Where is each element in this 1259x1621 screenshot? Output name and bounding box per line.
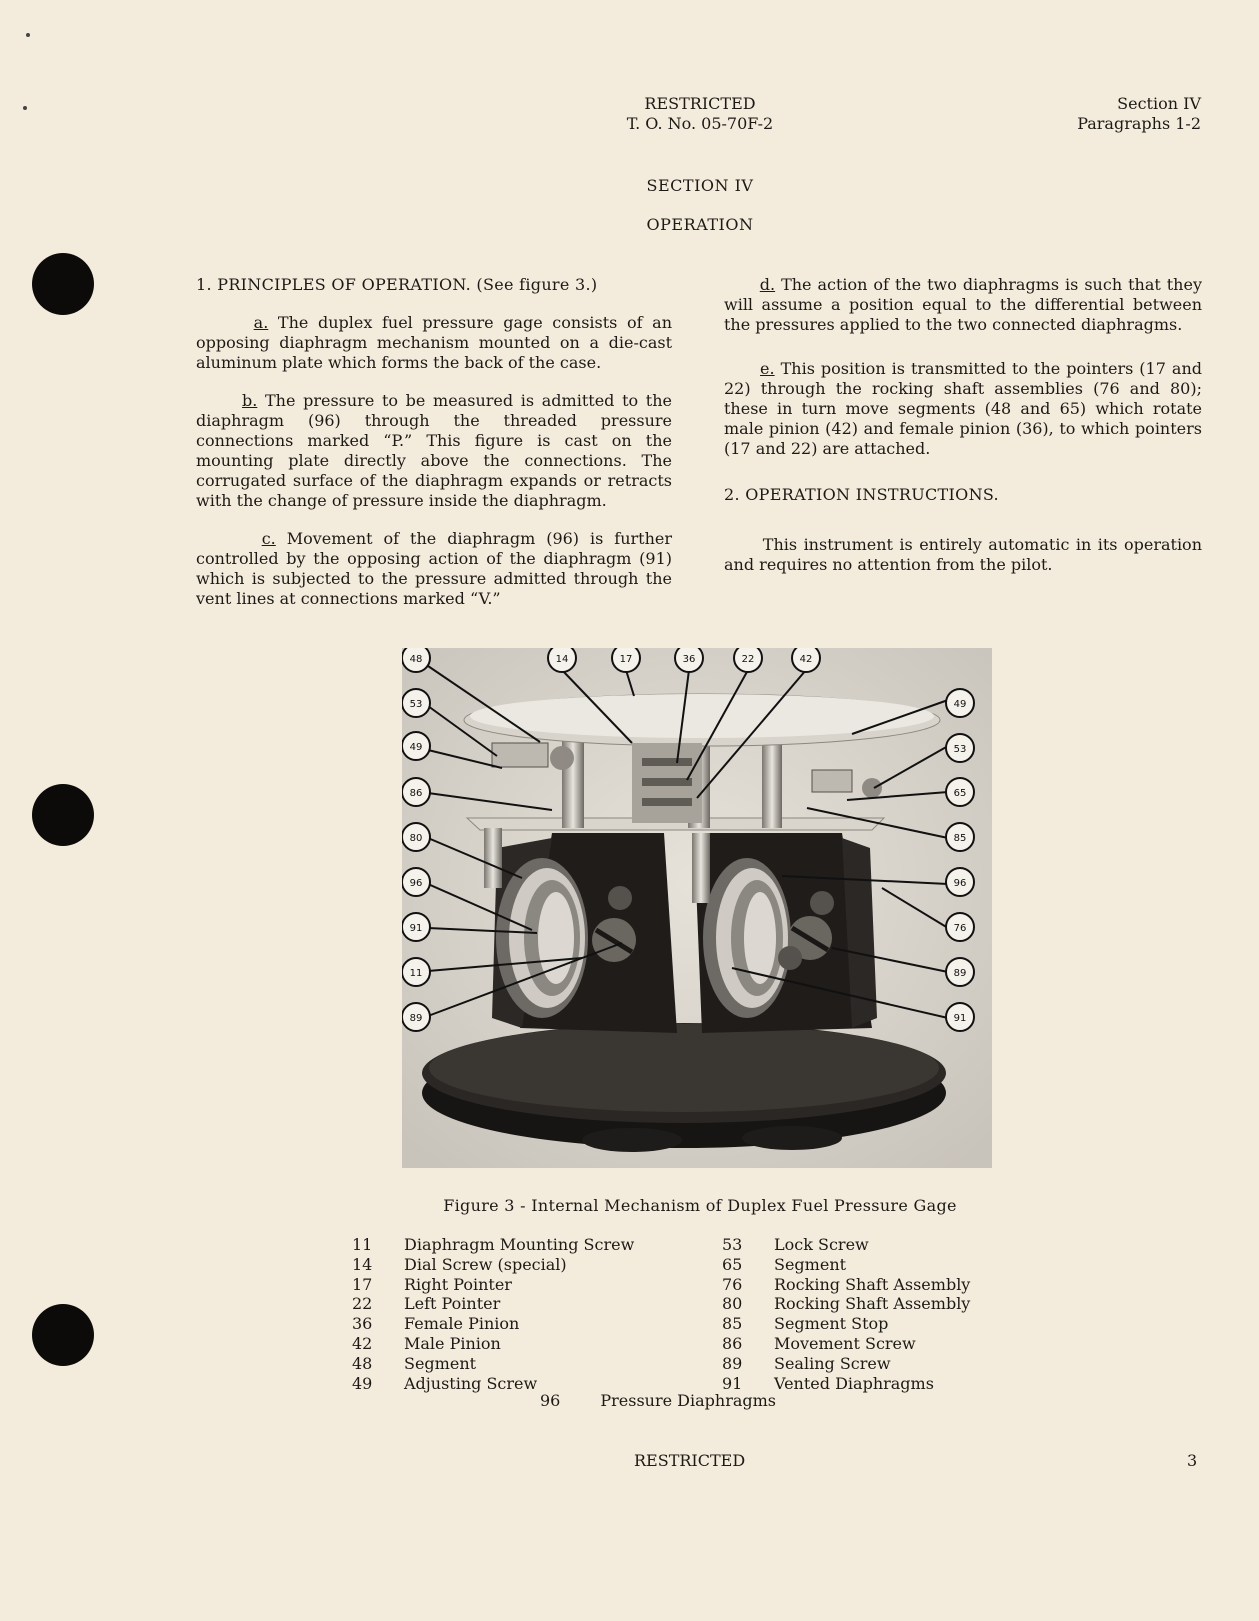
paragraph-text: The action of the two diaphragms is such that they will assume a position equal to the differential between the pressures applied to the two connected diaphragms. [724, 275, 1202, 334]
legend-text: Segment Stop [774, 1314, 889, 1334]
legend-number: 89 [722, 1353, 743, 1373]
callout-label: 48 [409, 654, 423, 665]
callout-label: 96 [953, 878, 967, 889]
callout-label: 89 [409, 1013, 423, 1024]
legend-number: 14 [352, 1254, 373, 1274]
legend-row [722, 1294, 970, 1314]
legend-text: Right Pointer [404, 1274, 512, 1294]
callout-label: 11 [409, 968, 423, 979]
legend-number: 96 [540, 1391, 561, 1410]
legend-text: Left Pointer [404, 1294, 501, 1314]
callout-label: 53 [409, 699, 423, 710]
legend-number: 85 [722, 1314, 743, 1334]
paragraph-1c [196, 529, 672, 609]
callout-label: 80 [409, 833, 423, 844]
mechanism-illustration [402, 648, 992, 1168]
legend-number: 86 [722, 1333, 743, 1353]
paragraph-1d [724, 275, 1202, 335]
page-number: 3 [1187, 1451, 1198, 1470]
callout-label: 65 [953, 788, 967, 799]
legend-row [722, 1334, 970, 1354]
legend-text: Female Pinion [404, 1314, 520, 1334]
legend-row [722, 1354, 970, 1374]
section-subtitle: OPERATION [646, 215, 754, 234]
legend-text: Rocking Shaft Assembly [774, 1294, 971, 1314]
callout-label: 42 [799, 654, 813, 665]
legend-number: 17 [352, 1274, 373, 1294]
figure-3-photo [402, 648, 992, 1168]
paragraph-1e [724, 359, 1202, 459]
legend-number: 91 [722, 1373, 743, 1393]
left-column [196, 275, 672, 627]
paragraph-text: The pressure to be measured is admitted to the diaphragm (96) through the threaded pressure connections marked “P.” This figure is cast on the mounting plate directly above the connections. The corrugated surface of the diaphragm expands or retracts with the change of pressure inside the diaphragm. [196, 391, 672, 510]
header-section: Section IV [1117, 94, 1201, 113]
legend-text: Movement Screw [774, 1333, 916, 1353]
legend-row [352, 1354, 634, 1374]
legend-text: Dial Screw (special) [404, 1254, 567, 1274]
legend-number: 22 [352, 1294, 373, 1314]
paragraph-1-heading: 1. PRINCIPLES OF OPERATION. (See figure 3.) [196, 275, 598, 294]
callout-label: 17 [619, 654, 633, 665]
legend-row [352, 1255, 634, 1275]
paragraph-2-text [724, 535, 1202, 575]
binder-hole [32, 1304, 94, 1366]
callout-label: 91 [409, 923, 423, 934]
figure-caption: Figure 3 - Internal Mechanism of Duplex Fuel Pressure Gage [443, 1196, 957, 1215]
legend-number: 53 [722, 1235, 743, 1254]
legend-row [722, 1235, 970, 1255]
callout-label: 22 [741, 654, 755, 665]
callout-label: 89 [953, 968, 967, 979]
legend-number: 48 [352, 1353, 373, 1373]
legend-text: Pressure Diaphragms [600, 1391, 777, 1410]
footer-classification: RESTRICTED [634, 1451, 746, 1470]
callout-label: 49 [409, 742, 423, 753]
legend-last-row [540, 1391, 776, 1410]
header-paragraphs: Paragraphs 1-2 [1077, 114, 1201, 133]
legend-text: Vented Diaphragms [774, 1373, 934, 1393]
page-header-right [1077, 94, 1201, 134]
legend-number: 65 [722, 1254, 743, 1274]
callout-label: 53 [953, 744, 967, 755]
legend-number: 42 [352, 1333, 373, 1353]
paragraph-text: This position is transmitted to the pointers (17 and 22) through the rocking shaft assemblies (76 and 80); these in turn move segments (48 and 65) which rotate male pinion (42) and female pinion (36), to which pointers (17 and 22) are attached. [724, 359, 1202, 458]
legend-row [352, 1275, 634, 1295]
callout-label: 76 [953, 923, 967, 934]
header-classification: RESTRICTED [644, 94, 756, 113]
legend-number: 49 [352, 1373, 373, 1393]
legend-row [352, 1334, 634, 1354]
legend-number: 11 [352, 1235, 373, 1254]
legend-right [722, 1235, 970, 1393]
paragraph-label: a. [253, 313, 269, 332]
page-speck [26, 33, 30, 37]
legend-row [352, 1235, 634, 1255]
legend-row [722, 1314, 970, 1334]
callout-label: 49 [953, 699, 967, 710]
page-speck [23, 106, 27, 110]
page-header-center [560, 94, 840, 134]
legend-number: 36 [352, 1314, 373, 1334]
legend-number: 80 [722, 1294, 743, 1314]
legend-row [722, 1275, 970, 1295]
legend-row [352, 1314, 634, 1334]
binder-hole [32, 253, 94, 315]
legend-text: Sealing Screw [774, 1353, 891, 1373]
binder-hole [32, 784, 94, 846]
legend-text: Segment [774, 1254, 847, 1274]
legend-text: Segment [404, 1353, 477, 1373]
legend-text: Lock Screw [774, 1235, 869, 1254]
legend-number: 76 [722, 1274, 743, 1294]
callout-label: 14 [555, 654, 569, 665]
paragraph-text: Movement of the diaphragm (96) is further controlled by the opposing action of the diaphragm (91) which is subjected to the pressure admitted through the vent lines at connections marked “V.” [196, 529, 673, 608]
callout-label: 96 [409, 878, 423, 889]
paragraph-text: This instrument is entirely automatic in its operation and requires no attention from the pilot. [724, 535, 1202, 574]
paragraph-label: d. [759, 275, 776, 294]
legend-text: Adjusting Screw [404, 1373, 538, 1393]
paragraph-1b [196, 391, 672, 511]
legend-row [722, 1255, 970, 1275]
section-title: SECTION IV [646, 176, 754, 195]
paragraph-label: b. [241, 391, 258, 410]
legend-row [352, 1294, 634, 1314]
legend-text: Diaphragm Mounting Screw [404, 1235, 635, 1254]
callout-label: 85 [953, 833, 967, 844]
callout-label: 86 [409, 788, 423, 799]
callout-label: 36 [682, 654, 696, 665]
legend-text: Rocking Shaft Assembly [774, 1274, 971, 1294]
paragraph-1a [196, 313, 672, 373]
paragraph-text: The duplex fuel pressure gage consists of an opposing diaphragm mechanism mounted on a die-cast aluminum plate which forms the back of the case. [196, 313, 673, 372]
paragraph-2-heading: 2. OPERATION INSTRUCTIONS. [724, 485, 999, 504]
right-column [724, 275, 1202, 593]
callout-label: 91 [953, 1013, 967, 1024]
legend-text: Male Pinion [404, 1333, 501, 1353]
legend-left [352, 1235, 634, 1393]
header-to-number: T. O. No. 05-70F-2 [626, 114, 774, 133]
paragraph-label: e. [760, 359, 775, 378]
paragraph-label: c. [261, 529, 276, 548]
